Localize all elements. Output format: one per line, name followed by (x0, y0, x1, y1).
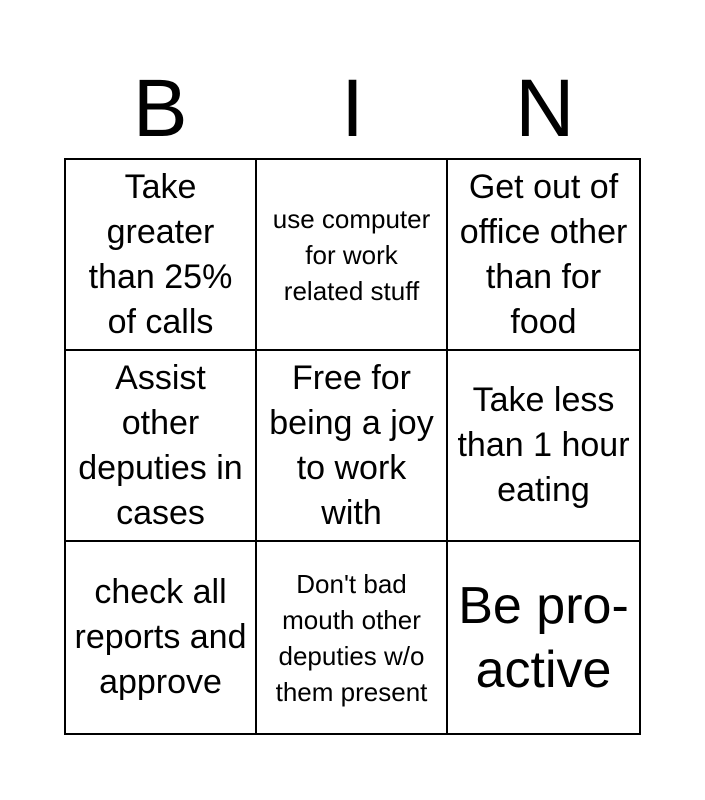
bingo-cell[interactable]: Don't bad mouth other deputies w/o them present (257, 542, 448, 733)
bingo-cell[interactable]: use computer for work related stuff (257, 160, 448, 351)
bingo-cell[interactable]: Take less than 1 hour eating (448, 351, 639, 542)
header-letter-i: I (341, 63, 364, 154)
bingo-cell[interactable]: check all reports and approve (66, 542, 257, 733)
bingo-cell[interactable]: Get out of office other than for food (448, 160, 639, 351)
header-letter-n: N (515, 63, 575, 154)
bingo-cell[interactable]: Be pro-active (458, 576, 629, 699)
bingo-grid (64, 158, 641, 735)
header-letter-b: B (132, 63, 188, 154)
bingo-cell[interactable]: Free for being a joy to work with (257, 351, 448, 542)
bingo-cell[interactable]: Take greater than 25% of calls (66, 160, 257, 351)
bingo-cell[interactable]: Assist other deputies in cases (66, 351, 257, 542)
bingo-header (64, 60, 641, 158)
